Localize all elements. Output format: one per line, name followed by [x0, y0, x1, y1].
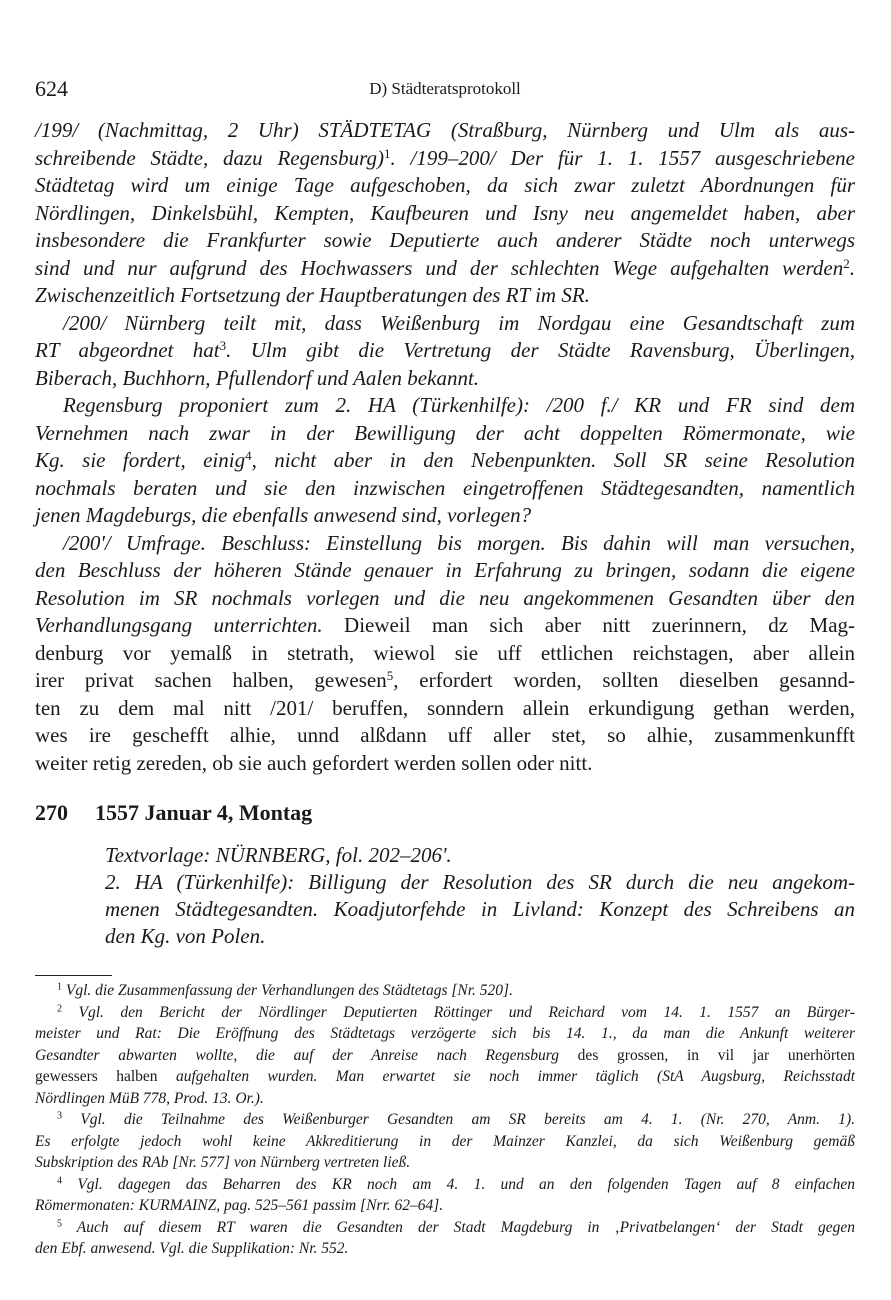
quoted-source-text: weiter retig zereden, ob sie auch gefordert werden sollen oder nitt. [35, 750, 593, 775]
quoted-source-text: ten zu dem mal nitt /201/ beruffen, sonndern allein erkundigung gethan werden, [35, 695, 855, 720]
footnote-reference: 5 [386, 667, 394, 683]
text-line [35, 475, 855, 503]
text-line [35, 145, 855, 173]
running-title: D) Städteratsprotokoll [369, 79, 521, 98]
footnote-line [35, 1109, 855, 1131]
document-number: 270 [35, 800, 68, 825]
quoted-source-text: , erfordert worden, sollten dieselben gesannd- [393, 668, 855, 692]
document-summary [105, 842, 855, 950]
italic-text: den Beschluss der höheren Stände genauer in Erfahrung zu bringen, sodann die eigene [35, 558, 855, 582]
italic-text: Römermonaten: KURMAINZ, pag. 525–561 passim [Nrr. 62–64]. [35, 1197, 444, 1214]
italic-text: jenen Magdeburgs, die ebenfalls anwesend sind, vorlegen? [35, 503, 532, 527]
quoted-source-text: denburg vor yemalß in stetrath, wiewol sie uff ettlichen reichstagen, aber allein [35, 640, 855, 665]
document-date: 1557 Januar 4, Montag [95, 800, 313, 825]
italic-text: Vernehmen nach zwar in der Bewilligung der acht doppelten Römermonate, wie [35, 420, 855, 445]
page-number: 624 [35, 76, 68, 101]
footnote-line [35, 1088, 855, 1110]
italic-text: /200'/ Umfrage. Beschluss: Einstellung bis morgen. Bis dahin will man versuchen, [63, 530, 855, 555]
text-line [105, 842, 855, 869]
text-line [35, 530, 855, 558]
running-header [35, 76, 855, 104]
italic-text: RT abgeordnet hat [35, 338, 220, 362]
italic-text: Städtetag wird um einige Tage aufgeschoben, da sich zwar zuletzt Abordnungen für [35, 173, 855, 197]
footnote-line [35, 1217, 855, 1239]
footnote-reference: 3 [219, 337, 227, 353]
italic-text: . Ulm gibt die Vertretung der Städte Ravensburg, Überlingen, [226, 338, 855, 362]
text-line [35, 750, 855, 778]
footnote-line [35, 1023, 855, 1045]
footnote-reference: 2 [57, 1002, 63, 1014]
italic-text: Verhandlungsgang unterrichten. [35, 613, 323, 637]
quoted-source-text: gewessers halben [35, 1068, 176, 1085]
footnote-line [35, 1152, 855, 1174]
footnote-separator [35, 975, 112, 976]
footnote-line [35, 1131, 855, 1153]
text-line [105, 923, 855, 950]
italic-text: . /199–200/ Der für 1. 1. 1557 ausgeschriebene [390, 145, 855, 170]
italic-text: menen Städtegesandten. Koadjutorfehde in Livland: Konzept des Schreibens an [105, 897, 855, 921]
text-line [35, 695, 855, 723]
italic-text: Vgl. dagegen das Beharren des KR noch am 4. 1. und an den folgenden Tagen auf 8 einfachen [62, 1175, 855, 1193]
text-line [35, 337, 855, 365]
italic-text: . [849, 255, 855, 280]
footnote-reference: 5 [57, 1217, 63, 1229]
italic-text: schreibende Städte, dazu Regensburg) [35, 145, 384, 170]
text-line [35, 200, 855, 228]
italic-text: aufgehalten wurden. Man erwartet sie noch immer täglich (StA Augsburg, Reichsstadt [175, 1068, 855, 1085]
italic-text: Gesandter abwarten wollte, die auf der Anreise nach Regensburg [35, 1046, 559, 1064]
italic-text: /199/ (Nachmittag, 2 Uhr) STÄDTETAG (Straßburg, Nürnberg und Ulm als aus- [35, 118, 855, 142]
italic-text: 2. HA (Türkenhilfe): Billigung der Resolution des SR durch die neu angekom- [105, 870, 855, 894]
italic-text: Vgl. die Zusammenfassung der Verhandlungen des Städtetags [Nr. 520]. [62, 982, 513, 999]
italic-text: sind und nur aufgrund des Hochwassers und der schlechten Wege aufgehalten werden [35, 255, 844, 280]
footnote-reference: 2 [843, 255, 850, 271]
text-line [35, 640, 855, 668]
footnote-reference: 1 [383, 145, 391, 161]
italic-text: Nördlingen MüB 778, Prod. 13. Or.). [35, 1089, 264, 1107]
italic-text: den Ebf. anwesend. Vgl. die Supplikation: Nr. 552. [35, 1240, 349, 1257]
quoted-source-text: irer privat sachen halben, gewesen [35, 668, 387, 692]
footnote-line [35, 1195, 855, 1217]
text-line [35, 282, 855, 310]
italic-text: Es erfolgte jedoch wohl keine Akkreditierung in der Mainzer Kanzlei, da sich Weißenburg gemäß [35, 1132, 855, 1150]
text-line [105, 869, 855, 896]
italic-text: Zwischenzeitlich Fortsetzung der Hauptberatungen des RT im SR. [35, 283, 590, 307]
text-line [35, 557, 855, 585]
italic-text: Nördlingen, Dinkelsbühl, Kempten, Kaufbeuren und Isny neu angemeldet haben, aber [35, 200, 855, 225]
footnote-line [35, 1002, 855, 1024]
text-line [35, 365, 855, 393]
footnote-line [35, 1045, 855, 1067]
italic-text: Auch auf diesem RT waren die Gesandten der Stadt Magdeburg in ‚Privatbelangen‘ der Stadt gegen [62, 1218, 855, 1236]
italic-text: /200/ Nürnberg teilt mit, dass Weißenburg im Nordgau eine Gesandtschaft zum [63, 310, 855, 335]
text-line [35, 117, 855, 145]
footnote-line [35, 1238, 855, 1260]
document-heading [35, 800, 312, 826]
italic-text: Biberach, Buchhorn, Pfullendorf und Aalen bekannt. [35, 365, 480, 390]
footnote-line [35, 980, 855, 1002]
footnote-reference: 3 [57, 1110, 63, 1122]
italic-text: , nicht aber in den Nebenpunkten. Soll SR seine Resolution [251, 448, 856, 472]
footnote-reference: 4 [245, 447, 252, 463]
text-line [105, 896, 855, 923]
text-line [35, 255, 855, 283]
text-line [35, 502, 855, 530]
quoted-source-text: des grossen, in vil jar unerhörten [558, 1046, 855, 1064]
footnotes [35, 980, 855, 1260]
italic-text: Textvorlage: NÜRNBERG, fol. 202–206'. [105, 843, 452, 867]
text-line [35, 227, 855, 255]
text-line [35, 310, 855, 338]
italic-text: Vgl. die Teilnahme des Weißenburger Gesandten am SR bereits am 4. 1. (Nr. 270, Anm. 1). [62, 1111, 855, 1128]
italic-text: nochmals beraten und sie den inzwischen eingetroffenen Städtegesandten, namentlich [35, 475, 855, 500]
text-line [35, 172, 855, 200]
text-line [35, 667, 855, 695]
italic-text: Subskription des RAb [Nr. 577] von Nürnberg vertreten ließ. [35, 1154, 411, 1171]
quoted-source-text: Dieweil man sich aber nitt zuerinnern, dz Mag- [322, 613, 856, 637]
italic-text: Kg. sie fordert, einig [35, 448, 246, 472]
text-line [35, 722, 855, 750]
italic-text: Resolution im SR nochmals vorlegen und die neu angekommenen Gesandten über den [35, 585, 855, 610]
italic-text: Regensburg proponiert zum 2. HA (Türkenhilfe): /200 f./ KR und FR sind dem [63, 393, 855, 417]
italic-text: insbesondere die Frankfurter sowie Deputierte auch anderer Städte noch unterwegs [35, 228, 855, 252]
protocol-text [35, 117, 855, 777]
italic-text: den Kg. von Polen. [105, 924, 266, 948]
italic-text: Vgl. den Bericht der Nördlinger Deputierten Röttinger und Reichard vom 14. 1. 1557 an Bürger- [62, 1003, 855, 1021]
text-line [35, 585, 855, 613]
footnote-line [35, 1174, 855, 1196]
footnote-reference: 1 [57, 981, 63, 993]
italic-text: meister und Rat: Die Eröffnung des Städtetags verzögerte sich bis 14. 1., da man die Ankunft weiterer [35, 1025, 855, 1042]
text-line [35, 447, 855, 475]
quoted-source-text: wes ire geschefft alhie, unnd alßdann uff aller stet, so alhie, zusammenkunfft [35, 723, 855, 747]
text-line [35, 392, 855, 420]
text-line [35, 612, 855, 640]
text-line [35, 420, 855, 448]
footnote-reference: 4 [57, 1174, 63, 1186]
footnote-line [35, 1066, 855, 1088]
